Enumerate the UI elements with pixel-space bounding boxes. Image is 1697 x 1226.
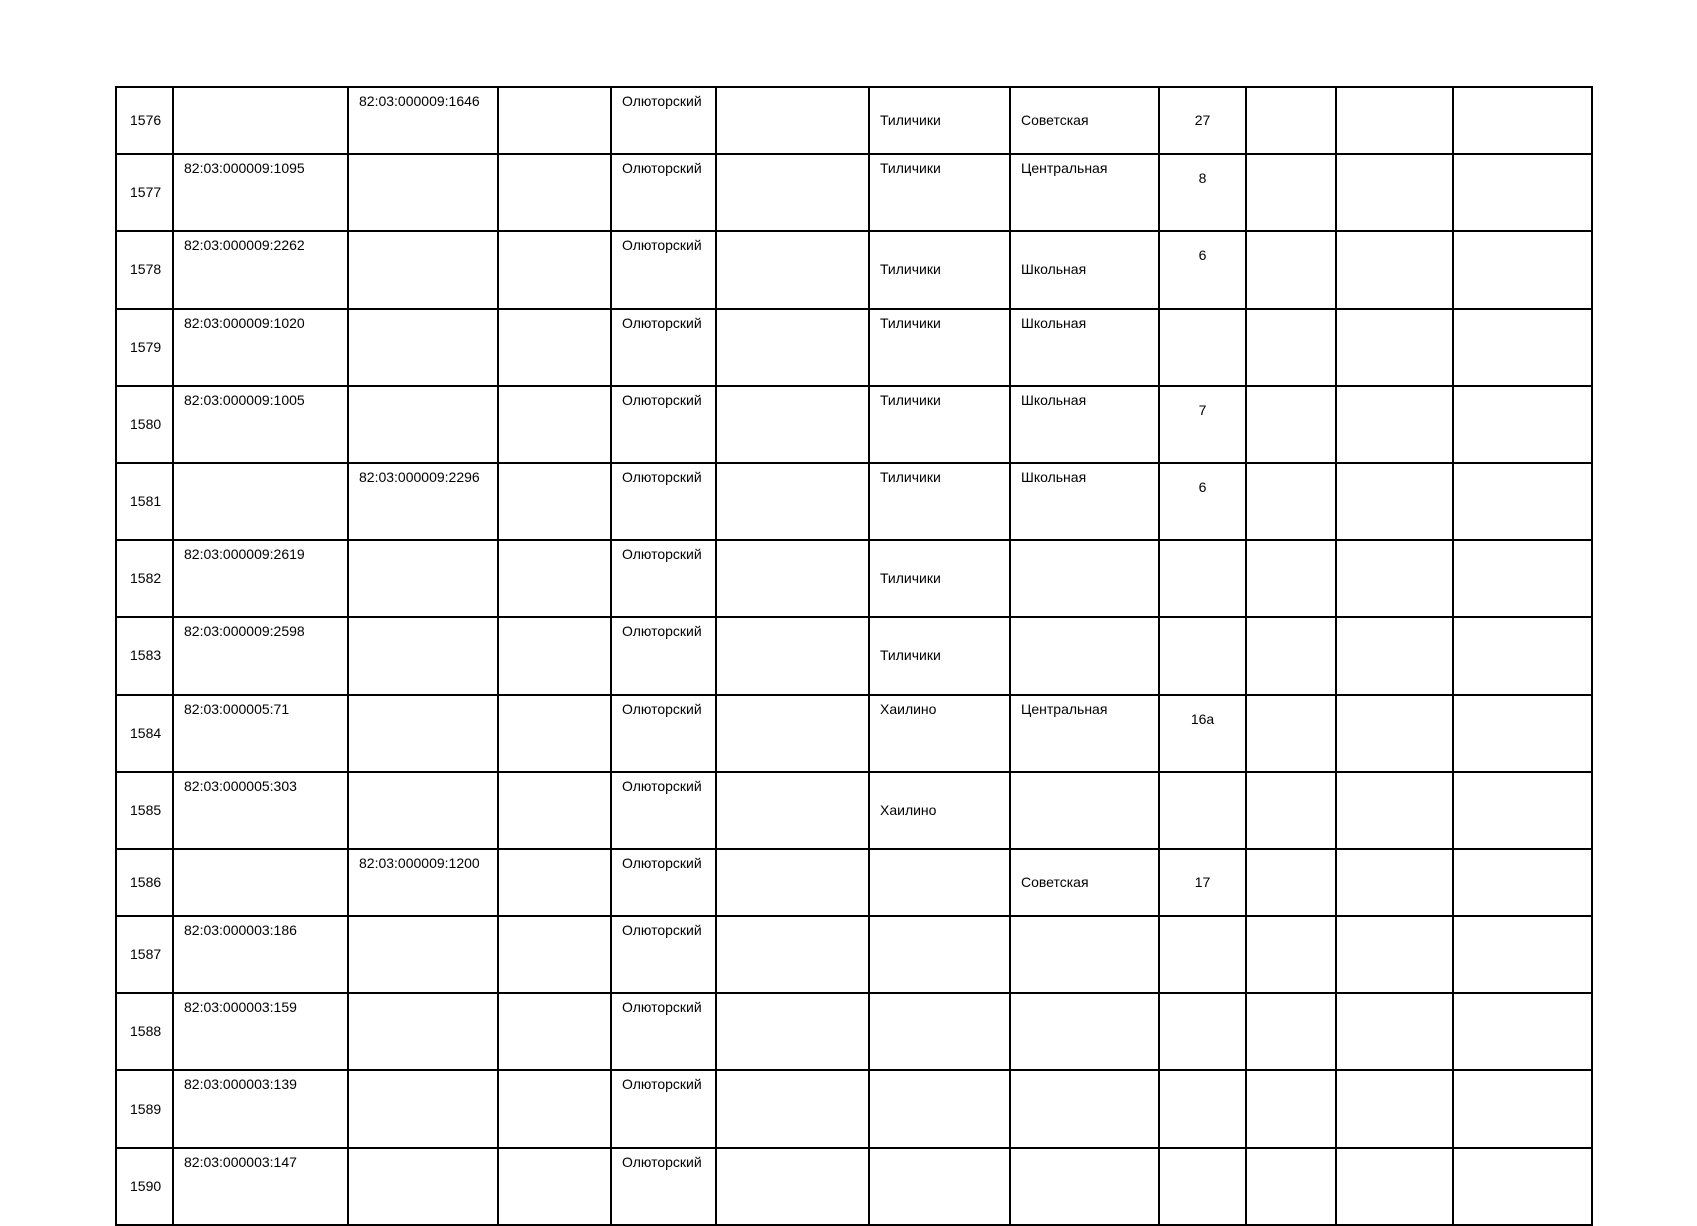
empty-cell: [498, 309, 611, 386]
empty-cell: [1246, 87, 1336, 154]
table-row: [116, 617, 1592, 694]
row-number-cell: 1590: [116, 1148, 173, 1225]
table-row: [116, 231, 1592, 308]
street-cell: [1010, 540, 1159, 617]
district-cell: Олюторский: [611, 849, 716, 916]
row-number-cell: 1579: [116, 309, 173, 386]
locality-cell: Тиличики: [869, 617, 1010, 694]
street-cell: Центральная: [1010, 154, 1159, 231]
empty-cell: [498, 916, 611, 993]
empty-cell: [1336, 309, 1453, 386]
row-number-cell: 1578: [116, 231, 173, 308]
locality-cell: Тиличики: [869, 463, 1010, 540]
empty-cell: [1246, 1148, 1336, 1225]
street-cell: [1010, 1148, 1159, 1225]
cadastral-number-2-cell: [348, 993, 498, 1070]
registry-table: [115, 86, 1593, 1226]
empty-cell: [716, 87, 869, 154]
row-number-cell: 1581: [116, 463, 173, 540]
empty-cell: [1453, 1070, 1592, 1147]
row-number-cell: 1582: [116, 540, 173, 617]
street-cell: Школьная: [1010, 386, 1159, 463]
house-number-cell: 6: [1159, 463, 1246, 540]
cadastral-number-cell: [173, 849, 348, 916]
cadastral-number-cell: 82:03:000009:2262: [173, 231, 348, 308]
empty-cell: [1336, 231, 1453, 308]
empty-cell: [498, 231, 611, 308]
cadastral-number-cell: 82:03:000009:1005: [173, 386, 348, 463]
empty-cell: [1453, 695, 1592, 772]
empty-cell: [716, 540, 869, 617]
locality-cell: Тиличики: [869, 231, 1010, 308]
cadastral-number-cell: 82:03:000003:159: [173, 993, 348, 1070]
cadastral-number-cell: 82:03:000009:1095: [173, 154, 348, 231]
empty-cell: [716, 849, 869, 916]
table-row: [116, 772, 1592, 849]
locality-cell: Тиличики: [869, 309, 1010, 386]
house-number-cell: [1159, 772, 1246, 849]
cadastral-number-cell: 82:03:000009:1020: [173, 309, 348, 386]
empty-cell: [1246, 540, 1336, 617]
empty-cell: [498, 463, 611, 540]
empty-cell: [1246, 993, 1336, 1070]
empty-cell: [1246, 1070, 1336, 1147]
locality-cell: Тиличики: [869, 540, 1010, 617]
empty-cell: [1336, 386, 1453, 463]
district-cell: Олюторский: [611, 617, 716, 694]
house-number-cell: 27: [1159, 87, 1246, 154]
house-number-cell: 17: [1159, 849, 1246, 916]
cadastral-number-cell: 82:03:000003:147: [173, 1148, 348, 1225]
district-cell: Олюторский: [611, 916, 716, 993]
row-number-cell: 1586: [116, 849, 173, 916]
empty-cell: [1336, 849, 1453, 916]
empty-cell: [1453, 993, 1592, 1070]
empty-cell: [716, 231, 869, 308]
empty-cell: [1246, 154, 1336, 231]
row-number-cell: 1576: [116, 87, 173, 154]
district-cell: Олюторский: [611, 695, 716, 772]
cadastral-number-2-cell: [348, 154, 498, 231]
empty-cell: [716, 154, 869, 231]
empty-cell: [1336, 154, 1453, 231]
street-cell: Советская: [1010, 87, 1159, 154]
house-number-cell: 8: [1159, 154, 1246, 231]
cadastral-number-cell: 82:03:000003:139: [173, 1070, 348, 1147]
locality-cell: [869, 916, 1010, 993]
cadastral-number-2-cell: [348, 1148, 498, 1225]
locality-cell: Тиличики: [869, 386, 1010, 463]
street-cell: [1010, 993, 1159, 1070]
house-number-cell: [1159, 540, 1246, 617]
cadastral-number-2-cell: 82:03:000009:1200: [348, 849, 498, 916]
empty-cell: [498, 1148, 611, 1225]
locality-cell: [869, 849, 1010, 916]
empty-cell: [1453, 87, 1592, 154]
table-row: [116, 540, 1592, 617]
street-cell: [1010, 1070, 1159, 1147]
row-number-cell: 1585: [116, 772, 173, 849]
table-row: [116, 386, 1592, 463]
street-cell: Школьная: [1010, 463, 1159, 540]
locality-cell: Тиличики: [869, 154, 1010, 231]
cadastral-number-2-cell: [348, 309, 498, 386]
row-number-cell: 1577: [116, 154, 173, 231]
empty-cell: [1336, 772, 1453, 849]
table-row: [116, 1148, 1592, 1225]
locality-cell: Тиличики: [869, 87, 1010, 154]
empty-cell: [498, 1070, 611, 1147]
empty-cell: [1453, 1148, 1592, 1225]
empty-cell: [498, 154, 611, 231]
empty-cell: [716, 695, 869, 772]
district-cell: Олюторский: [611, 1148, 716, 1225]
empty-cell: [1453, 463, 1592, 540]
empty-cell: [716, 772, 869, 849]
locality-cell: [869, 993, 1010, 1070]
empty-cell: [1246, 386, 1336, 463]
empty-cell: [498, 87, 611, 154]
house-number-cell: 6: [1159, 231, 1246, 308]
empty-cell: [1453, 540, 1592, 617]
house-number-cell: [1159, 916, 1246, 993]
locality-cell: [869, 1070, 1010, 1147]
cadastral-number-2-cell: [348, 386, 498, 463]
district-cell: Олюторский: [611, 540, 716, 617]
row-number-cell: 1589: [116, 1070, 173, 1147]
cadastral-number-2-cell: [348, 540, 498, 617]
empty-cell: [1336, 463, 1453, 540]
street-cell: Центральная: [1010, 695, 1159, 772]
empty-cell: [498, 540, 611, 617]
empty-cell: [1246, 463, 1336, 540]
row-number-cell: 1584: [116, 695, 173, 772]
empty-cell: [1336, 695, 1453, 772]
row-number-cell: 1580: [116, 386, 173, 463]
empty-cell: [1453, 772, 1592, 849]
house-number-cell: 7: [1159, 386, 1246, 463]
empty-cell: [498, 386, 611, 463]
cadastral-number-cell: 82:03:000009:2619: [173, 540, 348, 617]
cadastral-number-cell: 82:03:000005:71: [173, 695, 348, 772]
table-row: [116, 87, 1592, 154]
empty-cell: [1336, 540, 1453, 617]
district-cell: Олюторский: [611, 87, 716, 154]
cadastral-number-cell: 82:03:000005:303: [173, 772, 348, 849]
row-number-cell: 1587: [116, 916, 173, 993]
table-row: [116, 1070, 1592, 1147]
cadastral-number-cell: 82:03:000009:2598: [173, 617, 348, 694]
empty-cell: [716, 617, 869, 694]
cadastral-number-2-cell: [348, 695, 498, 772]
empty-cell: [1246, 772, 1336, 849]
cadastral-number-2-cell: 82:03:000009:2296: [348, 463, 498, 540]
empty-cell: [498, 772, 611, 849]
street-cell: Советская: [1010, 849, 1159, 916]
empty-cell: [1336, 617, 1453, 694]
empty-cell: [1453, 849, 1592, 916]
district-cell: Олюторский: [611, 993, 716, 1070]
empty-cell: [716, 309, 869, 386]
empty-cell: [1246, 231, 1336, 308]
table-row: [116, 695, 1592, 772]
house-number-cell: [1159, 1070, 1246, 1147]
empty-cell: [716, 993, 869, 1070]
street-cell: Школьная: [1010, 309, 1159, 386]
empty-cell: [1336, 916, 1453, 993]
district-cell: Олюторский: [611, 463, 716, 540]
street-cell: [1010, 772, 1159, 849]
empty-cell: [1453, 154, 1592, 231]
empty-cell: [1246, 309, 1336, 386]
empty-cell: [1453, 386, 1592, 463]
locality-cell: Хаилино: [869, 772, 1010, 849]
table-row: [116, 154, 1592, 231]
empty-cell: [1246, 695, 1336, 772]
empty-cell: [716, 916, 869, 993]
row-number-cell: 1583: [116, 617, 173, 694]
cadastral-number-2-cell: [348, 617, 498, 694]
empty-cell: [498, 993, 611, 1070]
empty-cell: [1453, 617, 1592, 694]
empty-cell: [1336, 1148, 1453, 1225]
empty-cell: [1453, 231, 1592, 308]
house-number-cell: [1159, 993, 1246, 1070]
empty-cell: [716, 1148, 869, 1225]
table-row: [116, 916, 1592, 993]
row-number-cell: 1588: [116, 993, 173, 1070]
cadastral-number-2-cell: [348, 772, 498, 849]
empty-cell: [1453, 309, 1592, 386]
empty-cell: [1246, 617, 1336, 694]
empty-cell: [716, 1070, 869, 1147]
district-cell: Олюторский: [611, 1070, 716, 1147]
district-cell: Олюторский: [611, 386, 716, 463]
cadastral-number-cell: [173, 87, 348, 154]
house-number-cell: [1159, 1148, 1246, 1225]
cadastral-number-2-cell: [348, 1070, 498, 1147]
locality-cell: [869, 1148, 1010, 1225]
table-row: [116, 993, 1592, 1070]
table-row: [116, 849, 1592, 916]
empty-cell: [1453, 916, 1592, 993]
house-number-cell: [1159, 309, 1246, 386]
cadastral-number-2-cell: [348, 916, 498, 993]
district-cell: Олюторский: [611, 231, 716, 308]
cadastral-number-2-cell: 82:03:000009:1646: [348, 87, 498, 154]
cadastral-number-cell: [173, 463, 348, 540]
street-cell: Школьная: [1010, 231, 1159, 308]
empty-cell: [498, 849, 611, 916]
district-cell: Олюторский: [611, 309, 716, 386]
empty-cell: [716, 386, 869, 463]
house-number-cell: 16а: [1159, 695, 1246, 772]
empty-cell: [716, 463, 869, 540]
street-cell: [1010, 617, 1159, 694]
district-cell: Олюторский: [611, 154, 716, 231]
street-cell: [1010, 916, 1159, 993]
empty-cell: [1336, 993, 1453, 1070]
empty-cell: [1336, 1070, 1453, 1147]
empty-cell: [498, 617, 611, 694]
district-cell: Олюторский: [611, 772, 716, 849]
empty-cell: [1336, 87, 1453, 154]
table-row: [116, 463, 1592, 540]
cadastral-number-2-cell: [348, 231, 498, 308]
registry-rows: [116, 87, 1592, 1225]
empty-cell: [498, 695, 611, 772]
locality-cell: Хаилино: [869, 695, 1010, 772]
house-number-cell: [1159, 617, 1246, 694]
empty-cell: [1246, 849, 1336, 916]
empty-cell: [1246, 916, 1336, 993]
table-row: [116, 309, 1592, 386]
cadastral-number-cell: 82:03:000003:186: [173, 916, 348, 993]
